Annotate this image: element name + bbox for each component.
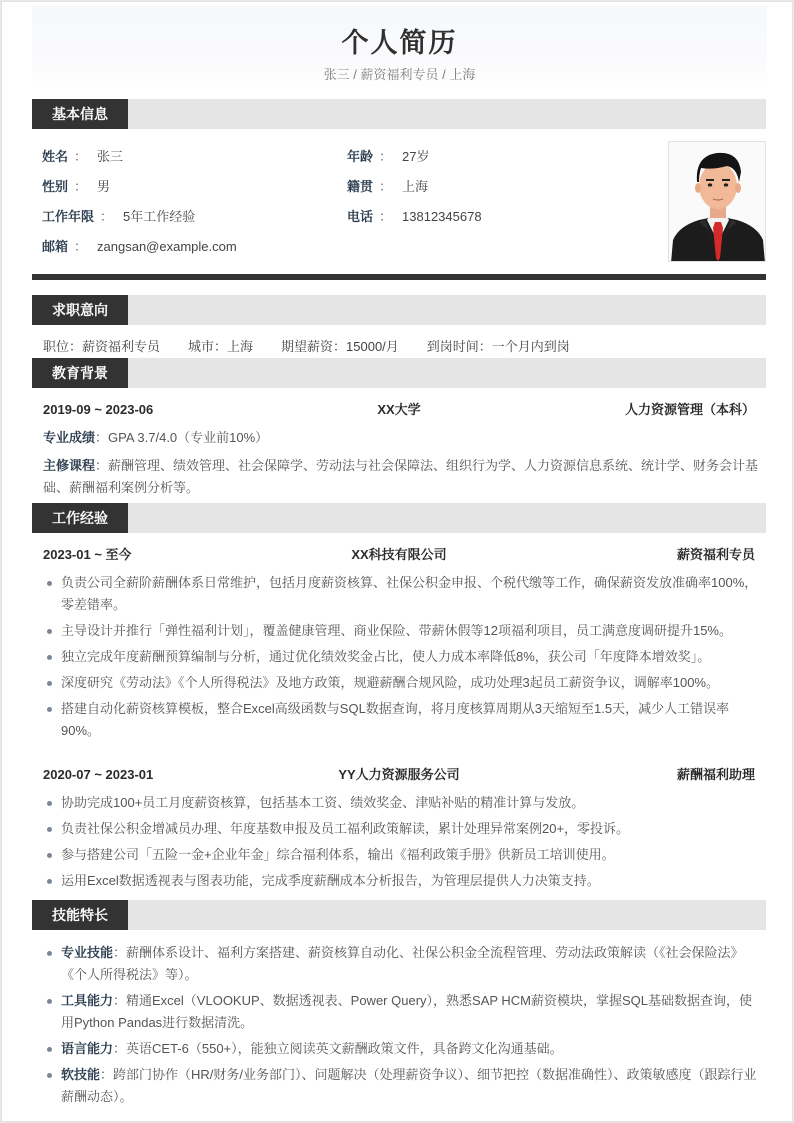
list-item: 负责公司全薪阶薪酬体系日常维护，包括月度薪资核算、社保公积金申报、个税代缴等工作，确保薪资发放准确率100%，零差错率。 xyxy=(43,572,759,616)
work-entry-header xyxy=(43,546,755,564)
info-age: 年龄 ： 27岁 xyxy=(347,149,430,164)
list-item: 负责社保公积金增减员办理、年度基数申报及员工福利政策解读，累计处理异常案例20+，零投诉。 xyxy=(43,818,759,840)
section-education xyxy=(32,358,766,388)
divider-bar xyxy=(32,274,766,280)
education-school: XX大学 xyxy=(377,402,421,417)
person-portrait-icon xyxy=(669,142,766,262)
info-gender: 性别 ： 男 xyxy=(42,179,111,194)
intent-availability: 到岗时间：一个月内到岗 xyxy=(426,339,570,354)
work-title: 薪酬福利助理 xyxy=(676,767,755,782)
education-courses: 主修课程：薪酬管理、绩效管理、社会保障学、劳动法与社会保障法、组织行为学、人力资源信息系统、统计学、财务会计基础、薪酬福利案例分析等。 xyxy=(43,458,759,495)
section-title: 工作经验 xyxy=(32,503,128,533)
list-item: 参与搭建公司「五险一金+企业年金」综合福利体系，输出《福利政策手册》供新员工培训使用。 xyxy=(43,844,759,866)
resume-page xyxy=(1,1,793,1122)
section-title: 技能特长 xyxy=(32,900,128,930)
list-item: 主导设计并推行「弹性福利计划」，覆盖健康管理、商业保险、带薪休假等12项福利项目，员工满意度调研提升15%。 xyxy=(43,620,759,642)
section-work-experience xyxy=(32,503,766,533)
section-skills xyxy=(32,900,766,930)
list-item: 独立完成年度薪酬预算编制与分析，通过优化绩效奖金占比，使人力成本率降低8%，获公司「年度降本增效奖」。 xyxy=(43,646,759,668)
page-title: 个人简历 xyxy=(341,28,458,58)
phone-link[interactable]: 13812345678 xyxy=(402,209,482,224)
info-email: 邮箱 ： zangsan@example.com xyxy=(42,239,237,254)
education-period: 2019-09 ~ 2023-06 xyxy=(43,402,154,417)
list-item: 软技能：跨部门协作（HR/财务/业务部门）、问题解决（处理薪资争议）、细节把控（数据准确性）、政策敏感度（跟踪行业薪酬动态）。 xyxy=(43,1064,759,1108)
work-company: YY人力资源服务公司 xyxy=(338,767,460,782)
skills-list xyxy=(43,942,759,1112)
section-title: 求职意向 xyxy=(32,295,128,325)
info-value: 张三 xyxy=(97,149,124,164)
info-hometown: 籍贯 ： 上海 xyxy=(347,179,429,194)
info-name: 姓名 ： 张三 xyxy=(42,149,124,164)
info-phone: 电话 ： 13812345678 xyxy=(347,209,482,224)
work-period: 2020-07 ~ 2023-01 xyxy=(43,767,154,782)
info-value: 男 xyxy=(97,179,111,194)
education-major: 人力资源管理（本科） xyxy=(624,402,755,417)
info-years: 工作年限 ： 5年工作经验 xyxy=(42,209,196,224)
list-item: 深度研究《劳动法》《个人所得税法》及地方政策，规避薪酬合规风险，成功处理3起员工薪资争议，调解率100%。 xyxy=(43,672,759,694)
intent-position: 职位：薪资福利专员 xyxy=(43,339,161,354)
education-header xyxy=(43,401,755,419)
email-link[interactable]: zangsan@example.com xyxy=(97,239,237,254)
list-item: 语言能力：英语CET-6（550+），能独立阅读英文薪酬政策文件，具备跨文化沟通基础。 xyxy=(43,1038,759,1060)
work-company: XX科技有限公司 xyxy=(351,547,447,562)
work-title: 薪资福利专员 xyxy=(676,547,755,562)
page-subtitle: 张三 / 薪资福利专员 / 上海 xyxy=(323,67,476,82)
work-entry-header xyxy=(43,766,755,784)
job-intent-row xyxy=(43,338,598,356)
info-value: 上海 xyxy=(402,179,429,194)
info-value: 5年工作经验 xyxy=(123,209,196,224)
work-period: 2023-01 ~ 至今 xyxy=(43,547,132,562)
section-title: 教育背景 xyxy=(32,358,128,388)
list-item: 工具能力：精通Excel（VLOOKUP、数据透视表、Power Query），熟悉SAP HCM薪资模块，掌握SQL基础数据查询，使用Python Pandas进行数据清洗。 xyxy=(43,990,759,1034)
section-job-intent xyxy=(32,295,766,325)
list-item: 运用Excel数据透视表与图表功能，完成季度薪酬成本分析报告，为管理层提供人力决策支持。 xyxy=(43,870,759,892)
intent-salary: 期望薪资：15000/月 xyxy=(281,339,399,354)
list-item: 搭建自动化薪资核算模板，整合Excel高级函数与SQL数据查询，将月度核算周期从3天缩短至1.5天，减少人工错误率90%。 xyxy=(43,698,759,742)
section-basic-info xyxy=(32,99,766,129)
education-gpa: 专业成绩：GPA 3.7/4.0（专业前10%） xyxy=(43,430,269,445)
section-title: 基本信息 xyxy=(32,99,128,129)
info-value: 27岁 xyxy=(402,149,430,164)
list-item: 专业技能：薪酬体系设计、福利方案搭建、薪资核算自动化、社保公积金全流程管理、劳动法政策解读（《社会保险法》《个人所得税法》等）。 xyxy=(43,942,759,986)
work-duties-list xyxy=(43,792,759,896)
list-item: 协助完成100+员工月度薪资核算，包括基本工资、绩效奖金、津贴补贴的精准计算与发放。 xyxy=(43,792,759,814)
resume-header xyxy=(32,5,767,90)
avatar-photo xyxy=(668,141,766,262)
work-duties-list xyxy=(43,572,759,746)
intent-city: 城市：上海 xyxy=(188,339,254,354)
